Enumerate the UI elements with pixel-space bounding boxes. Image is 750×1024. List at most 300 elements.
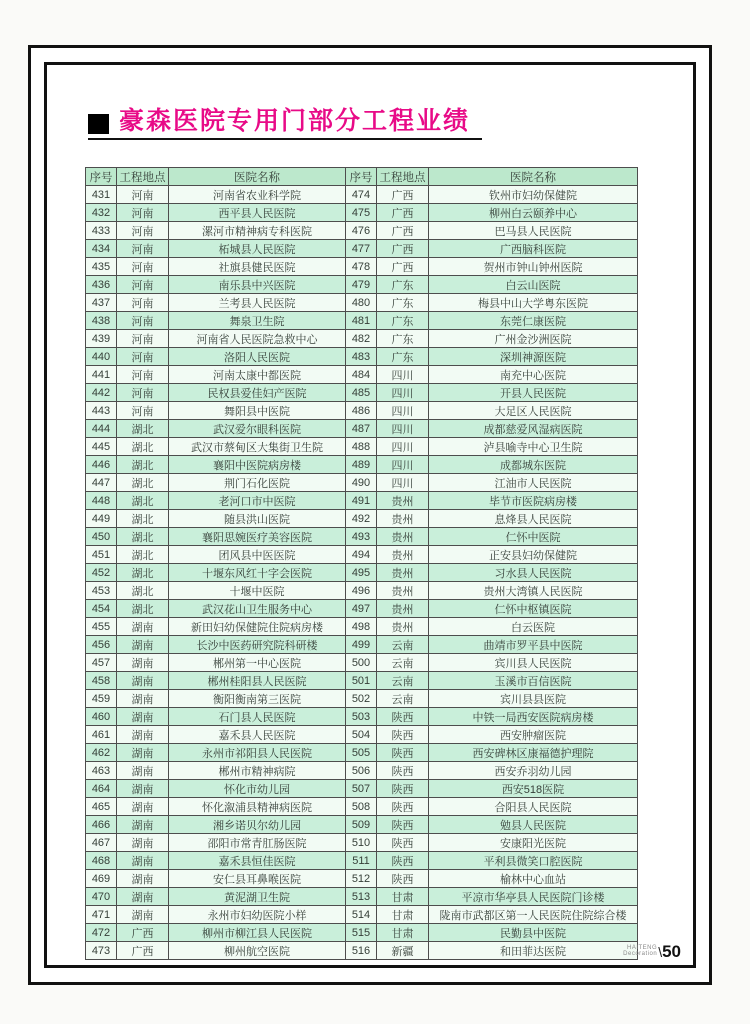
location-cell: 湖北: [117, 438, 169, 456]
table-row: [86, 258, 638, 276]
location-cell: 四川: [377, 420, 429, 438]
hospital-cell: 怀化溆浦县精神病医院: [169, 798, 346, 816]
location-cell: 湖南: [117, 726, 169, 744]
hospital-cell: 郴州桂阳县人民医院: [169, 672, 346, 690]
location-cell: 湖北: [117, 456, 169, 474]
location-cell: 湖北: [117, 492, 169, 510]
serial-cell: 483: [346, 348, 377, 366]
location-cell: 湖南: [117, 834, 169, 852]
location-cell: 陕西: [377, 816, 429, 834]
table-row: [86, 348, 638, 366]
location-cell: 湖南: [117, 618, 169, 636]
serial-cell: 478: [346, 258, 377, 276]
table-row: [86, 582, 638, 600]
location-cell: 湖北: [117, 528, 169, 546]
serial-cell: 463: [86, 762, 117, 780]
hospital-cell: 广州金沙洲医院: [429, 330, 638, 348]
serial-cell: 446: [86, 456, 117, 474]
location-cell: 广东: [377, 276, 429, 294]
hospital-cell: 柘城县人民医院: [169, 240, 346, 258]
hospital-cell: 河南省农业科学院: [169, 186, 346, 204]
serial-cell: 450: [86, 528, 117, 546]
hospital-cell: 邵阳市常青肛肠医院: [169, 834, 346, 852]
hospital-cell: 十堰东风红十字会医院: [169, 564, 346, 582]
location-cell: 湖北: [117, 474, 169, 492]
hospital-cell: 勉县人民医院: [429, 816, 638, 834]
hospital-cell: 正安县妇幼保健院: [429, 546, 638, 564]
serial-cell: 481: [346, 312, 377, 330]
serial-cell: 482: [346, 330, 377, 348]
serial-cell: 433: [86, 222, 117, 240]
table-row: [86, 456, 638, 474]
location-cell: 四川: [377, 456, 429, 474]
table-row: [86, 312, 638, 330]
hospital-cell: 安仁县耳鼻喉医院: [169, 870, 346, 888]
serial-cell: 454: [86, 600, 117, 618]
location-cell: 四川: [377, 402, 429, 420]
table-row: [86, 492, 638, 510]
projects-table: [85, 167, 638, 960]
hospital-cell: 合阳县人民医院: [429, 798, 638, 816]
hospital-cell: 白云山医院: [429, 276, 638, 294]
hospital-cell: 白云医院: [429, 618, 638, 636]
location-cell: 广西: [377, 204, 429, 222]
serial-cell: 489: [346, 456, 377, 474]
column-header-location: 工程地点: [117, 168, 169, 186]
hospital-cell: 郴州第一中心医院: [169, 654, 346, 672]
hospital-cell: 黄泥湖卫生院: [169, 888, 346, 906]
location-cell: 湖南: [117, 744, 169, 762]
location-cell: 河南: [117, 186, 169, 204]
location-cell: 四川: [377, 384, 429, 402]
location-cell: 河南: [117, 276, 169, 294]
location-cell: 陕西: [377, 798, 429, 816]
brand-mark: [623, 945, 657, 957]
location-cell: 湖北: [117, 564, 169, 582]
hospital-cell: 西平县人民医院: [169, 204, 346, 222]
serial-cell: 504: [346, 726, 377, 744]
title-bullet-square: [88, 114, 109, 134]
location-cell: 贵州: [377, 582, 429, 600]
page-inner-border: [44, 62, 696, 968]
serial-cell: 515: [346, 924, 377, 942]
serial-cell: 480: [346, 294, 377, 312]
serial-cell: 466: [86, 816, 117, 834]
serial-cell: 475: [346, 204, 377, 222]
table-row: [86, 762, 638, 780]
serial-cell: 434: [86, 240, 117, 258]
table-row: [86, 294, 638, 312]
serial-cell: 514: [346, 906, 377, 924]
hospital-cell: 石门县人民医院: [169, 708, 346, 726]
serial-cell: 516: [346, 942, 377, 960]
table-row: [86, 402, 638, 420]
serial-cell: 460: [86, 708, 117, 726]
hospital-cell: 武汉花山卫生服务中心: [169, 600, 346, 618]
hospital-cell: 成都慈爱风湿病医院: [429, 420, 638, 438]
hospital-cell: 柳州白云颐养中心: [429, 204, 638, 222]
hospital-cell: 和田菲达医院: [429, 942, 638, 960]
hospital-cell: 钦州市妇幼保健院: [429, 186, 638, 204]
table-row: [86, 222, 638, 240]
serial-cell: 500: [346, 654, 377, 672]
hospital-cell: 东莞仁康医院: [429, 312, 638, 330]
table-row: [86, 330, 638, 348]
location-cell: 贵州: [377, 618, 429, 636]
hospital-cell: 江油市人民医院: [429, 474, 638, 492]
serial-cell: 477: [346, 240, 377, 258]
header-row: [86, 168, 638, 186]
serial-cell: 473: [86, 942, 117, 960]
serial-cell: 509: [346, 816, 377, 834]
location-cell: 新疆: [377, 942, 429, 960]
table-row: [86, 798, 638, 816]
hospital-cell: 十堰中医院: [169, 582, 346, 600]
location-cell: 湖南: [117, 654, 169, 672]
location-cell: 云南: [377, 636, 429, 654]
location-cell: 甘肃: [377, 906, 429, 924]
hospital-cell: 舞阳县中医院: [169, 402, 346, 420]
location-cell: 河南: [117, 312, 169, 330]
location-cell: 河南: [117, 222, 169, 240]
serial-cell: 452: [86, 564, 117, 582]
hospital-cell: 民勤县中医院: [429, 924, 638, 942]
serial-cell: 468: [86, 852, 117, 870]
table-row: [86, 420, 638, 438]
hospital-cell: 西安乔羽幼儿园: [429, 762, 638, 780]
hospital-cell: 河南太康中都医院: [169, 366, 346, 384]
hospital-cell: 仁怀中医院: [429, 528, 638, 546]
serial-cell: 474: [346, 186, 377, 204]
hospital-cell: 南乐县中兴医院: [169, 276, 346, 294]
serial-cell: 498: [346, 618, 377, 636]
location-cell: 贵州: [377, 492, 429, 510]
table-row: [86, 744, 638, 762]
serial-cell: 461: [86, 726, 117, 744]
page-outer-border: [28, 45, 712, 985]
hospital-cell: 泸县喻寺中心卫生院: [429, 438, 638, 456]
hospital-cell: 开县人民医院: [429, 384, 638, 402]
location-cell: 陕西: [377, 708, 429, 726]
page-footer: [623, 944, 681, 959]
hospital-cell: 习水县人民医院: [429, 564, 638, 582]
location-cell: 云南: [377, 672, 429, 690]
location-cell: 广西: [117, 942, 169, 960]
serial-cell: 457: [86, 654, 117, 672]
location-cell: 湖南: [117, 906, 169, 924]
hospital-cell: 西安碑林区康福德护理院: [429, 744, 638, 762]
hospital-cell: 深圳神源医院: [429, 348, 638, 366]
serial-cell: 453: [86, 582, 117, 600]
hospital-cell: 永州市祁阳县人民医院: [169, 744, 346, 762]
location-cell: 湖北: [117, 546, 169, 564]
serial-cell: 513: [346, 888, 377, 906]
location-cell: 河南: [117, 294, 169, 312]
hospital-cell: 河南省人民医院急救中心: [169, 330, 346, 348]
serial-cell: 458: [86, 672, 117, 690]
location-cell: 云南: [377, 690, 429, 708]
hospital-cell: 中铁一局西安医院病房楼: [429, 708, 638, 726]
serial-cell: 511: [346, 852, 377, 870]
column-header-serial: 序号: [346, 168, 377, 186]
hospital-cell: 柳州市柳江县人民医院: [169, 924, 346, 942]
serial-cell: 440: [86, 348, 117, 366]
location-cell: 湖南: [117, 690, 169, 708]
hospital-cell: 老河口市中医院: [169, 492, 346, 510]
hospital-cell: 武汉爱尔眼科医院: [169, 420, 346, 438]
table-row: [86, 240, 638, 258]
location-cell: 河南: [117, 240, 169, 258]
location-cell: 湖北: [117, 600, 169, 618]
location-cell: 河南: [117, 384, 169, 402]
table-row: [86, 618, 638, 636]
table-row: [86, 654, 638, 672]
location-cell: 湖南: [117, 672, 169, 690]
hospital-cell: 榆林中心血站: [429, 870, 638, 888]
location-cell: 甘肃: [377, 924, 429, 942]
location-cell: 云南: [377, 654, 429, 672]
table-row: [86, 546, 638, 564]
location-cell: 广东: [377, 330, 429, 348]
serial-cell: 495: [346, 564, 377, 582]
column-header-serial: 序号: [86, 168, 117, 186]
hospital-cell: 曲靖市罗平县中医院: [429, 636, 638, 654]
serial-cell: 443: [86, 402, 117, 420]
projects-table-header: [86, 168, 638, 186]
location-cell: 湖南: [117, 762, 169, 780]
location-cell: 广西: [377, 222, 429, 240]
serial-cell: 496: [346, 582, 377, 600]
serial-cell: 490: [346, 474, 377, 492]
location-cell: 甘肃: [377, 888, 429, 906]
location-cell: 河南: [117, 258, 169, 276]
table-row: [86, 600, 638, 618]
serial-cell: 444: [86, 420, 117, 438]
serial-cell: 455: [86, 618, 117, 636]
table-row: [86, 276, 638, 294]
location-cell: 广西: [377, 186, 429, 204]
column-header-hospital: 医院名称: [169, 168, 346, 186]
hospital-cell: 平利县微笑口腔医院: [429, 852, 638, 870]
hospital-cell: 嘉禾县恒佳医院: [169, 852, 346, 870]
page-number: 50: [662, 942, 681, 961]
table-row: [86, 708, 638, 726]
hospital-cell: 大足区人民医院: [429, 402, 638, 420]
serial-cell: 484: [346, 366, 377, 384]
hospital-cell: 安康阳光医院: [429, 834, 638, 852]
hospital-cell: 梅县中山大学粤东医院: [429, 294, 638, 312]
serial-cell: 431: [86, 186, 117, 204]
serial-cell: 502: [346, 690, 377, 708]
serial-cell: 494: [346, 546, 377, 564]
serial-cell: 507: [346, 780, 377, 798]
serial-cell: 437: [86, 294, 117, 312]
hospital-cell: 宾川县人民医院: [429, 654, 638, 672]
serial-cell: 439: [86, 330, 117, 348]
location-cell: 贵州: [377, 546, 429, 564]
hospital-cell: 武汉市蔡甸区大集街卫生院: [169, 438, 346, 456]
table-row: [86, 888, 638, 906]
hospital-cell: 永州市妇幼医院小样: [169, 906, 346, 924]
serial-cell: 476: [346, 222, 377, 240]
hospital-cell: 襄阳思婉医疗美容医院: [169, 528, 346, 546]
serial-cell: 499: [346, 636, 377, 654]
serial-cell: 436: [86, 276, 117, 294]
hospital-cell: 巴马县人民医院: [429, 222, 638, 240]
serial-cell: 493: [346, 528, 377, 546]
location-cell: 湖南: [117, 636, 169, 654]
column-header-hospital: 医院名称: [429, 168, 638, 186]
hospital-cell: 团风县中医医院: [169, 546, 346, 564]
projects-table-body: [86, 186, 638, 960]
title-block: [88, 109, 482, 140]
table-row: [86, 852, 638, 870]
serial-cell: 435: [86, 258, 117, 276]
serial-cell: 448: [86, 492, 117, 510]
serial-cell: 506: [346, 762, 377, 780]
location-cell: 湖南: [117, 888, 169, 906]
table-row: [86, 474, 638, 492]
serial-cell: 505: [346, 744, 377, 762]
hospital-cell: 仁怀中枢镇医院: [429, 600, 638, 618]
location-cell: 湖南: [117, 816, 169, 834]
serial-cell: 449: [86, 510, 117, 528]
hospital-cell: 荆门石化医院: [169, 474, 346, 492]
hospital-cell: 社旗县健民医院: [169, 258, 346, 276]
hospital-cell: 成都城东医院: [429, 456, 638, 474]
hospital-cell: 随县洪山医院: [169, 510, 346, 528]
hospital-cell: 玉溪市百信医院: [429, 672, 638, 690]
table-row: [86, 510, 638, 528]
serial-cell: 471: [86, 906, 117, 924]
table-row: [86, 726, 638, 744]
location-cell: 陕西: [377, 852, 429, 870]
hospital-cell: 郴州市精神病院: [169, 762, 346, 780]
table-row: [86, 438, 638, 456]
location-cell: 湖南: [117, 798, 169, 816]
brand-line1: HAITENG: [627, 945, 658, 951]
hospital-cell: 洛阳人民医院: [169, 348, 346, 366]
table-row: [86, 906, 638, 924]
hospital-cell: 漯河市精神病专科医院: [169, 222, 346, 240]
serial-cell: 503: [346, 708, 377, 726]
footer-slash-mark: \: [658, 944, 663, 960]
location-cell: 湖北: [117, 420, 169, 438]
serial-cell: 441: [86, 366, 117, 384]
hospital-cell: 襄阳中医院病房楼: [169, 456, 346, 474]
table-row: [86, 186, 638, 204]
table-row: [86, 636, 638, 654]
location-cell: 广东: [377, 294, 429, 312]
serial-cell: 492: [346, 510, 377, 528]
serial-cell: 470: [86, 888, 117, 906]
location-cell: 广西: [117, 924, 169, 942]
hospital-cell: 贵州大湾镇人民医院: [429, 582, 638, 600]
location-cell: 四川: [377, 366, 429, 384]
location-cell: 陕西: [377, 870, 429, 888]
serial-cell: 501: [346, 672, 377, 690]
hospital-cell: 南充中心医院: [429, 366, 638, 384]
serial-cell: 487: [346, 420, 377, 438]
serial-cell: 488: [346, 438, 377, 456]
serial-cell: 451: [86, 546, 117, 564]
location-cell: 陕西: [377, 726, 429, 744]
hospital-cell: 民权县爱佳妇产医院: [169, 384, 346, 402]
hospital-cell: 西安肿瘤医院: [429, 726, 638, 744]
location-cell: 湖南: [117, 852, 169, 870]
serial-cell: 442: [86, 384, 117, 402]
table-row: [86, 672, 638, 690]
hospital-cell: 广西脑科医院: [429, 240, 638, 258]
serial-cell: 485: [346, 384, 377, 402]
location-cell: 广东: [377, 312, 429, 330]
location-cell: 湖北: [117, 582, 169, 600]
table-row: [86, 690, 638, 708]
serial-cell: 479: [346, 276, 377, 294]
table-row: [86, 780, 638, 798]
serial-cell: 459: [86, 690, 117, 708]
hospital-cell: 毕节市医院病房楼: [429, 492, 638, 510]
serial-cell: 491: [346, 492, 377, 510]
location-cell: 贵州: [377, 600, 429, 618]
hospital-cell: 平凉市华亭县人民医院门诊楼: [429, 888, 638, 906]
serial-cell: 472: [86, 924, 117, 942]
hospital-cell: 陇南市武都区第一人民医院住院综合楼: [429, 906, 638, 924]
table-row: [86, 942, 638, 960]
table-row: [86, 564, 638, 582]
location-cell: 四川: [377, 474, 429, 492]
hospital-cell: 衡阳衡南第三医院: [169, 690, 346, 708]
location-cell: 陕西: [377, 762, 429, 780]
location-cell: 河南: [117, 204, 169, 222]
hospital-cell: 西安518医院: [429, 780, 638, 798]
location-cell: 广西: [377, 258, 429, 276]
table-row: [86, 816, 638, 834]
serial-cell: 467: [86, 834, 117, 852]
location-cell: 贵州: [377, 528, 429, 546]
table-row: [86, 870, 638, 888]
location-cell: 贵州: [377, 510, 429, 528]
serial-cell: 497: [346, 600, 377, 618]
location-cell: 湖南: [117, 708, 169, 726]
table-row: [86, 384, 638, 402]
table-row: [86, 366, 638, 384]
table-row: [86, 834, 638, 852]
location-cell: 陕西: [377, 780, 429, 798]
serial-cell: 486: [346, 402, 377, 420]
serial-cell: 512: [346, 870, 377, 888]
serial-cell: 438: [86, 312, 117, 330]
serial-cell: 469: [86, 870, 117, 888]
hospital-cell: 息烽县人民医院: [429, 510, 638, 528]
location-cell: 陕西: [377, 744, 429, 762]
hospital-cell: 新田妇幼保健院住院病房楼: [169, 618, 346, 636]
serial-cell: 432: [86, 204, 117, 222]
location-cell: 河南: [117, 402, 169, 420]
location-cell: 贵州: [377, 564, 429, 582]
serial-cell: 464: [86, 780, 117, 798]
brand-line2: Decoration: [623, 951, 658, 957]
hospital-cell: 宾川县县医院: [429, 690, 638, 708]
location-cell: 湖南: [117, 780, 169, 798]
hospital-cell: 长沙中医药研究院科研楼: [169, 636, 346, 654]
hospital-cell: 柳州航空医院: [169, 942, 346, 960]
serial-cell: 445: [86, 438, 117, 456]
serial-cell: 508: [346, 798, 377, 816]
location-cell: 广西: [377, 240, 429, 258]
location-cell: 河南: [117, 330, 169, 348]
serial-cell: 447: [86, 474, 117, 492]
